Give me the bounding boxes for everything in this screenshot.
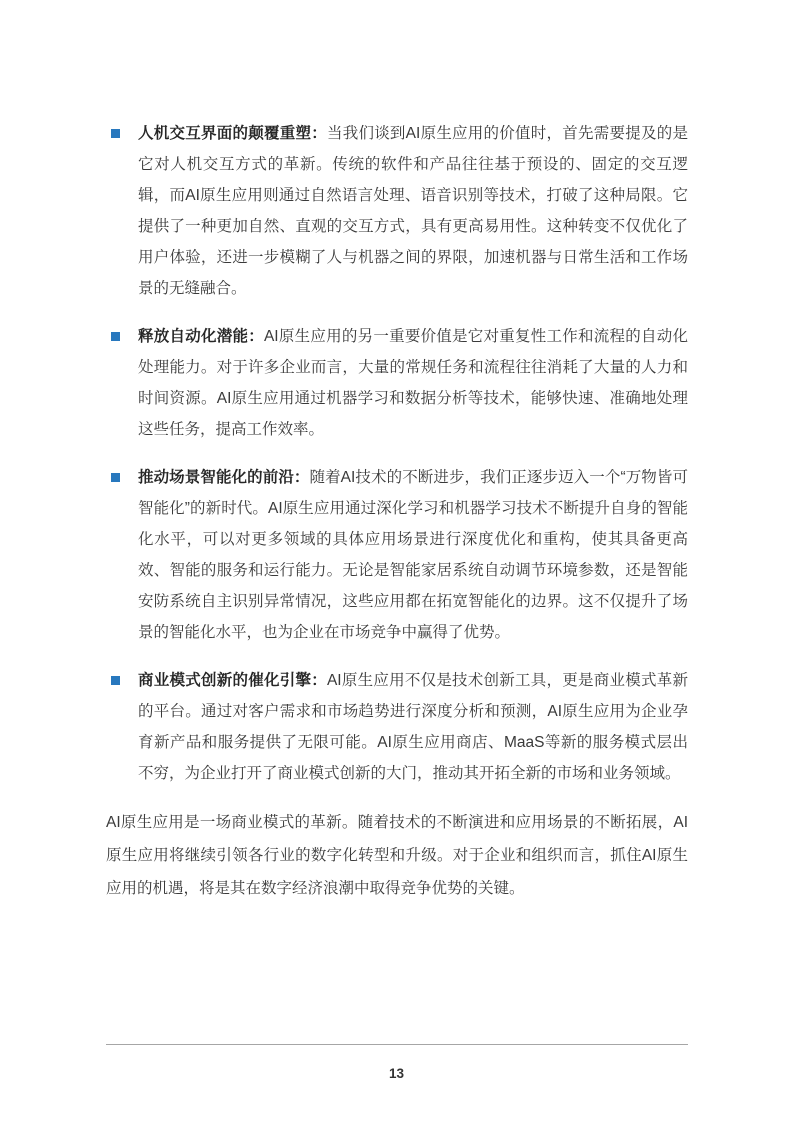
- bullet-body: AI原生应用不仅是技术创新工具，更是商业模式革新的平台。通过对客户需求和市场趋势进行深度分析和预测，AI原生应用为企业孕育新产品和服务提供了无限可能。AI原生应用商店、MaaS等新的服务模式层出不穷，为企业打开了商业模式创新的大门，推动其开拓全新的市场和业务领域。: [138, 672, 688, 782]
- bullet-heading: 商业模式创新的催化引擎：: [138, 672, 327, 689]
- list-item: [106, 665, 688, 789]
- bullet-square-icon: [111, 473, 120, 482]
- bullet-list: [106, 118, 688, 789]
- bullet-heading: 推动场景智能化的前沿：: [138, 469, 310, 486]
- bullet-heading: 释放自动化潜能：: [138, 328, 264, 345]
- page-content: [106, 118, 688, 905]
- page-number: 13: [388, 1066, 405, 1081]
- bullet-heading: 人机交互界面的颠覆重塑：: [138, 125, 327, 142]
- bullet-body: AI原生应用的另一重要价值是它对重复性工作和流程的自动化处理能力。对于许多企业而言，大量的常规任务和流程往往消耗了大量的人力和时间资源。AI原生应用通过机器学习和数据分析等技术，能够快速、准确地处理这些任务，提高工作效率。: [138, 328, 688, 438]
- list-item: [106, 321, 688, 445]
- footer-divider: [106, 1044, 688, 1045]
- bullet-body: 当我们谈到AI原生应用的价值时，首先需要提及的是它对人机交互方式的革新。传统的软件和产品往往基于预设的、固定的交互逻辑，而AI原生应用则通过自然语言处理、语音识别等技术，打破了这种局限。它提供了一种更加自然、直观的交互方式，具有更高易用性。这种转变不仅优化了用户体验，还进一步模糊了人与机器之间的界限，加速机器与日常生活和工作场景的无缝融合。: [138, 125, 688, 297]
- bullet-square-icon: [111, 332, 120, 341]
- bullet-square-icon: [111, 676, 120, 685]
- closing-paragraph: AI原生应用是一场商业模式的革新。随着技术的不断演进和应用场景的不断拓展，AI原生应用将继续引领各行业的数字化转型和升级。对于企业和组织而言，抓住AI原生应用的机遇，将是其在数字经济浪潮中取得竞争优势的关键。: [106, 814, 688, 897]
- bullet-body: 随着AI技术的不断进步，我们正逐步迈入一个“万物皆可智能化”的新时代。AI原生应用通过深化学习和机器学习技术不断提升自身的智能化水平，可以对更多领域的具体应用场景进行深度优化和重构，使其具备更高效、智能的服务和运行能力。无论是智能家居系统自动调节环境参数，还是智能安防系统自主识别异常情况，这些应用都在拓宽智能化的边界。这不仅提升了场景的智能化水平，也为企业在市场竞争中赢得了优势。: [138, 469, 688, 641]
- list-item: [106, 118, 688, 304]
- bullet-square-icon: [111, 129, 120, 138]
- list-item: [106, 462, 688, 648]
